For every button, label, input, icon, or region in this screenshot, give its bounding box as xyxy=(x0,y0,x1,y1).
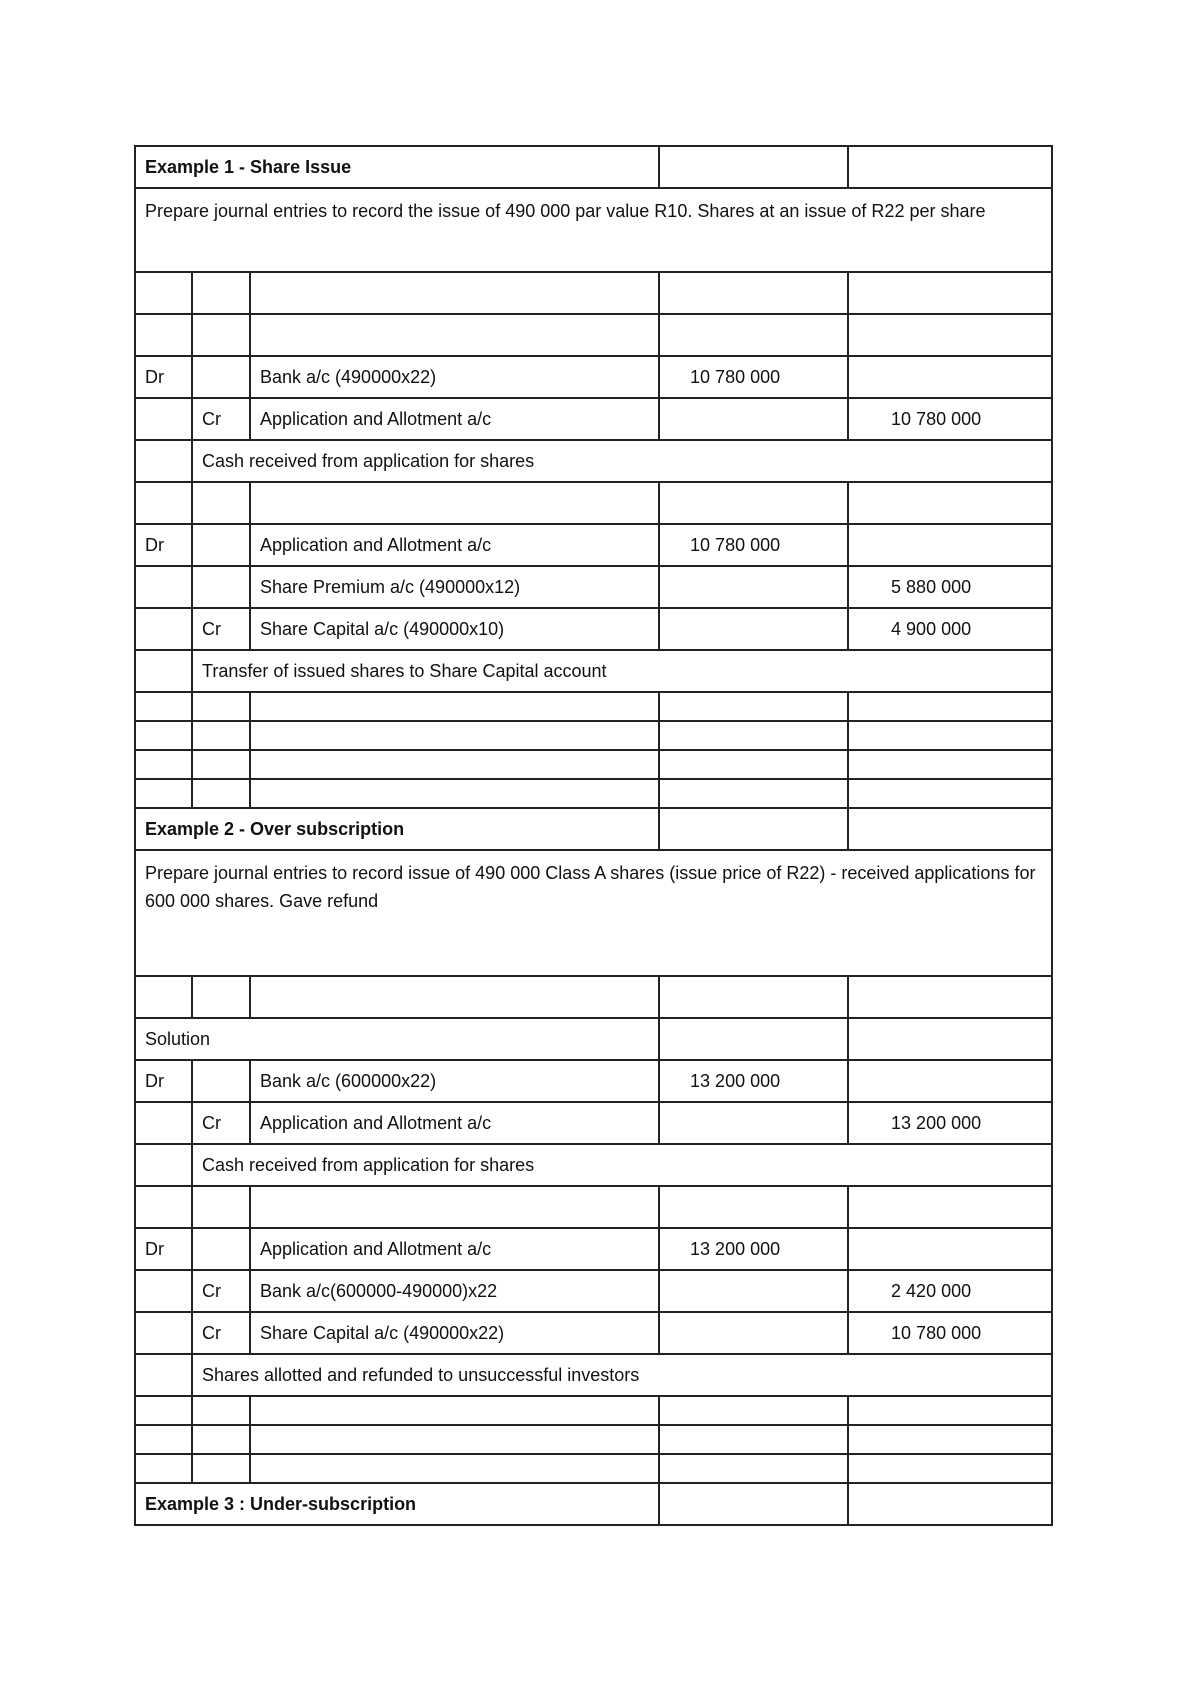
journal-entry-row xyxy=(135,398,1052,440)
dr-label: Dr xyxy=(135,1060,192,1102)
journal-entry-row xyxy=(135,1102,1052,1144)
empty-row xyxy=(135,692,1052,721)
account-name: Bank a/c (490000x22) xyxy=(250,356,659,398)
account-name: Application and Allotment a/c xyxy=(250,524,659,566)
empty-row xyxy=(135,1425,1052,1454)
narration-row xyxy=(135,440,1052,482)
credit-amount xyxy=(848,356,1052,398)
journal-entry-row xyxy=(135,1270,1052,1312)
solution-label: Solution xyxy=(135,1018,659,1060)
debit-amount xyxy=(659,608,848,650)
cr-label xyxy=(192,566,250,608)
narration-row xyxy=(135,1354,1052,1396)
debit-amount: 13 200 000 xyxy=(659,1228,848,1270)
debit-amount: 10 780 000 xyxy=(659,524,848,566)
credit-amount: 5 880 000 xyxy=(848,566,1052,608)
debit-amount xyxy=(659,1270,848,1312)
account-name: Bank a/c(600000-490000)x22 xyxy=(250,1270,659,1312)
credit-amount: 10 780 000 xyxy=(848,398,1052,440)
example1-title: Example 1 - Share Issue xyxy=(135,146,659,188)
cr-label: Cr xyxy=(192,1312,250,1354)
account-name: Application and Allotment a/c xyxy=(250,398,659,440)
debit-amount xyxy=(659,398,848,440)
cr-label xyxy=(192,356,250,398)
debit-amount xyxy=(659,1102,848,1144)
account-name: Application and Allotment a/c xyxy=(250,1102,659,1144)
journal-entry-row xyxy=(135,1312,1052,1354)
credit-amount xyxy=(848,1060,1052,1102)
dr-label: Dr xyxy=(135,524,192,566)
dr-label: Dr xyxy=(135,1228,192,1270)
empty-row xyxy=(135,1396,1052,1425)
narration: Cash received from application for shares xyxy=(192,440,1052,482)
cr-label xyxy=(192,1060,250,1102)
dr-label xyxy=(135,608,192,650)
cr-label xyxy=(192,1228,250,1270)
debit-amount: 13 200 000 xyxy=(659,1060,848,1102)
narration: Shares allotted and refunded to unsuccessful investors xyxy=(192,1354,1052,1396)
dr-label xyxy=(135,398,192,440)
narration: Transfer of issued shares to Share Capital account xyxy=(192,650,1052,692)
dr-label xyxy=(135,566,192,608)
credit-amount: 13 200 000 xyxy=(848,1102,1052,1144)
debit-amount xyxy=(659,566,848,608)
journal-entry-row xyxy=(135,566,1052,608)
cr-label xyxy=(192,524,250,566)
account-name: Bank a/c (600000x22) xyxy=(250,1060,659,1102)
narration-row xyxy=(135,650,1052,692)
journal-entry-row xyxy=(135,1228,1052,1270)
example1-prompt-row xyxy=(135,188,1052,272)
cr-label: Cr xyxy=(192,398,250,440)
empty-row xyxy=(135,272,1052,314)
empty-row xyxy=(135,721,1052,750)
credit-amount: 4 900 000 xyxy=(848,608,1052,650)
debit-amount xyxy=(659,1312,848,1354)
credit-amount xyxy=(848,524,1052,566)
account-name: Application and Allotment a/c xyxy=(250,1228,659,1270)
narration-row xyxy=(135,1144,1052,1186)
empty-row xyxy=(135,1454,1052,1483)
cr-label: Cr xyxy=(192,1102,250,1144)
example2-title-row xyxy=(135,808,1052,850)
account-name: Share Capital a/c (490000x22) xyxy=(250,1312,659,1354)
example1-prompt: Prepare journal entries to record the issue of 490 000 par value R10. Shares at an issue of R22 per share xyxy=(135,188,1052,272)
dr-label: Dr xyxy=(135,356,192,398)
dr-label xyxy=(135,1102,192,1144)
example2-title: Example 2 - Over subscription xyxy=(135,808,659,850)
journal-entry-row xyxy=(135,524,1052,566)
empty-row xyxy=(135,1186,1052,1228)
journal-table xyxy=(134,145,1053,1526)
journal-entry-row xyxy=(135,1060,1052,1102)
journal-entry-row xyxy=(135,356,1052,398)
credit-amount xyxy=(848,1228,1052,1270)
account-name: Share Capital a/c (490000x10) xyxy=(250,608,659,650)
example2-prompt-row xyxy=(135,850,1052,976)
credit-amount: 10 780 000 xyxy=(848,1312,1052,1354)
example3-title-row xyxy=(135,1483,1052,1525)
solution-row xyxy=(135,1018,1052,1060)
account-name: Share Premium a/c (490000x12) xyxy=(250,566,659,608)
narration: Cash received from application for shares xyxy=(192,1144,1052,1186)
credit-amount: 2 420 000 xyxy=(848,1270,1052,1312)
example3-title: Example 3 : Under-subscription xyxy=(135,1483,659,1525)
empty-row xyxy=(135,779,1052,808)
empty-row xyxy=(135,750,1052,779)
empty-row xyxy=(135,314,1052,356)
journal-entry-row xyxy=(135,608,1052,650)
empty-row xyxy=(135,482,1052,524)
debit-amount: 10 780 000 xyxy=(659,356,848,398)
example2-prompt: Prepare journal entries to record issue of 490 000 Class A shares (issue price of R22) - received applications for 600 000 shares. Gave refund xyxy=(135,850,1052,976)
dr-label xyxy=(135,1312,192,1354)
cr-label: Cr xyxy=(192,608,250,650)
cr-label: Cr xyxy=(192,1270,250,1312)
empty-row xyxy=(135,976,1052,1018)
example1-title-row xyxy=(135,146,1052,188)
dr-label xyxy=(135,1270,192,1312)
